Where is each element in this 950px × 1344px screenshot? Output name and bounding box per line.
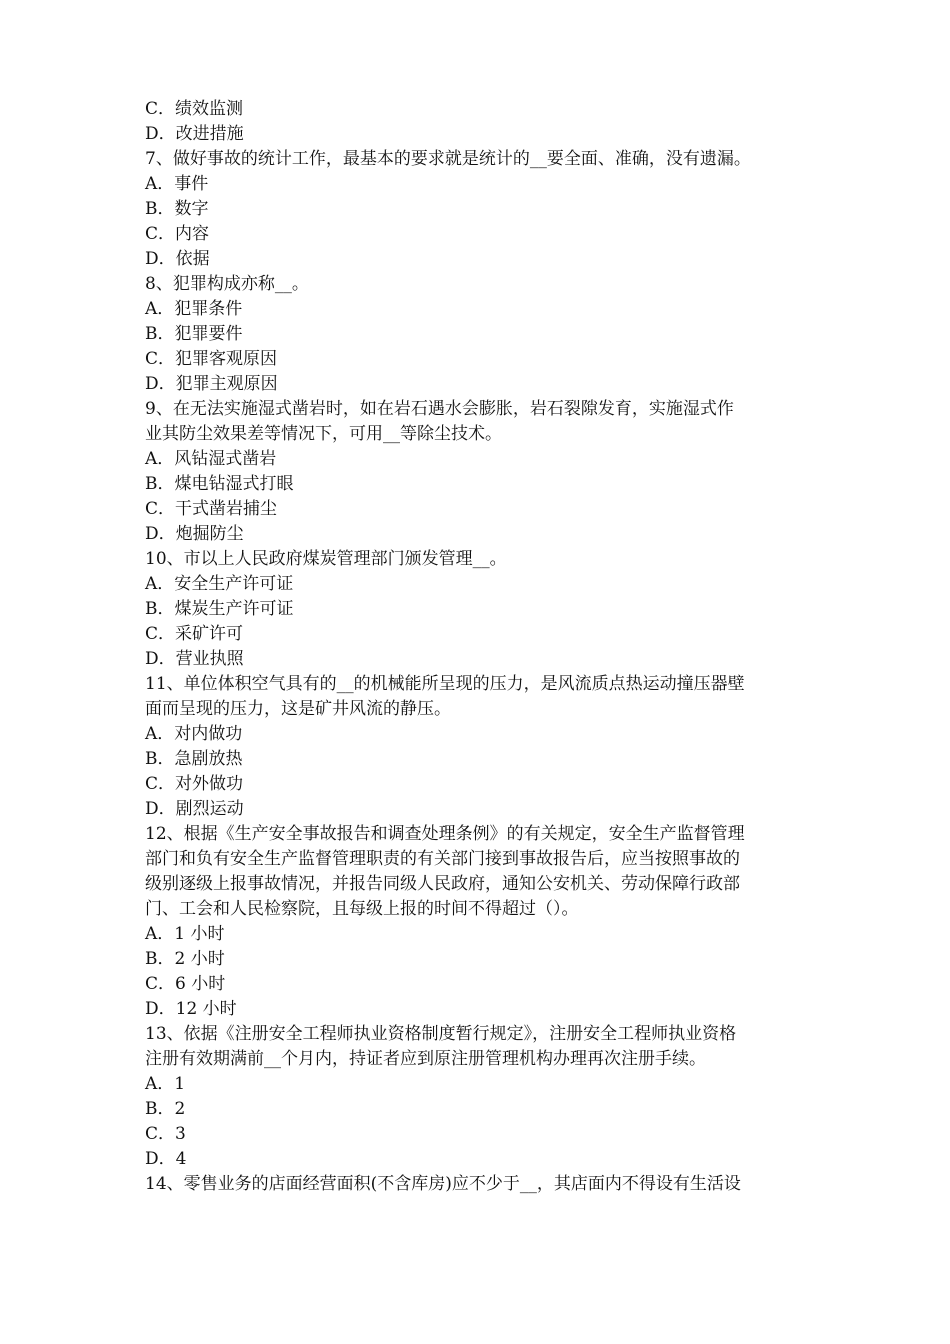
text-line: C．内容 <box>145 224 210 244</box>
text-line: 注册有效期满前__个月内，持证者应到原注册管理机构办理再次注册手续。 <box>145 1049 706 1069</box>
text-line: 门、工会和人民检察院，且每级上报的时间不得超过（）。 <box>145 899 579 919</box>
text-line: 业其防尘效果差等情况下，可用__等除尘技术。 <box>145 424 502 444</box>
text-line: D．犯罪主观原因 <box>145 374 278 394</box>
text-line: B．煤电钻湿式打眼 <box>145 474 294 494</box>
text-line: 7、做好事故的统计工作，最基本的要求就是统计的__要全面、准确，没有遗漏。 <box>145 149 751 169</box>
text-line: 级别逐级上报事故情况，并报告同级人民政府，通知公安机关、劳动保障行政部 <box>145 874 740 894</box>
text-line: C．3 <box>145 1124 186 1144</box>
text-line: C．采矿许可 <box>145 624 244 644</box>
document-page <box>145 97 825 1197</box>
text-line: 13、依据《注册安全工程师执业资格制度暂行规定》，注册安全工程师执业资格 <box>145 1024 737 1044</box>
text-line: B．犯罪要件 <box>145 324 243 344</box>
text-line: 12、根据《生产安全事故报告和调查处理条例》的有关规定，安全生产监督管理 <box>145 824 745 844</box>
text-line: C．犯罪客观原因 <box>145 349 278 369</box>
text-line: A．犯罪条件 <box>145 299 243 319</box>
text-line: A．对内做功 <box>145 724 243 744</box>
text-line: D．营业执照 <box>145 649 244 669</box>
text-line: D．依据 <box>145 249 210 269</box>
text-line: C．干式凿岩捕尘 <box>145 499 278 519</box>
text-line: 8、犯罪构成亦称__。 <box>145 274 309 294</box>
text-line: D．4 <box>145 1149 187 1169</box>
text-line: C．绩效监测 <box>145 99 244 119</box>
text-line: A．事件 <box>145 174 209 194</box>
text-line: C．对外做功 <box>145 774 244 794</box>
text-line: C．6 小时 <box>145 974 226 994</box>
text-line: A．安全生产许可证 <box>145 574 294 594</box>
text-line: A．1 <box>145 1074 186 1094</box>
text-line: 10、市以上人民政府煤炭管理部门颁发管理__。 <box>145 549 507 569</box>
text-line: 9、在无法实施湿式凿岩时，如在岩石遇水会膨胀，岩石裂隙发育，实施湿式作 <box>145 399 734 419</box>
text-line: A．风钻湿式凿岩 <box>145 449 277 469</box>
text-line: 面而呈现的压力，这是矿井风流的静压。 <box>145 699 451 719</box>
text-line: B．急剧放热 <box>145 749 243 769</box>
text-line: B．2 小时 <box>145 949 225 969</box>
text-line: D．炮掘防尘 <box>145 524 244 544</box>
text-line: B．数字 <box>145 199 209 219</box>
text-line: B．煤炭生产许可证 <box>145 599 294 619</box>
text-line: D．剧烈运动 <box>145 799 244 819</box>
text-line: B．2 <box>145 1099 186 1119</box>
text-line: 14、零售业务的店面经营面积(不含库房)应不少于__，其店面内不得设有生活设 <box>145 1174 741 1194</box>
text-line: A．1 小时 <box>145 924 225 944</box>
text-line: 11、单位体积空气具有的__的机械能所呈现的压力，是风流质点热运动撞压器壁 <box>145 674 745 694</box>
text-line: D．12 小时 <box>145 999 237 1019</box>
text-line: D．改进措施 <box>145 124 244 144</box>
text-line: 部门和负有安全生产监督管理职责的有关部门接到事故报告后，应当按照事故的 <box>145 849 740 869</box>
